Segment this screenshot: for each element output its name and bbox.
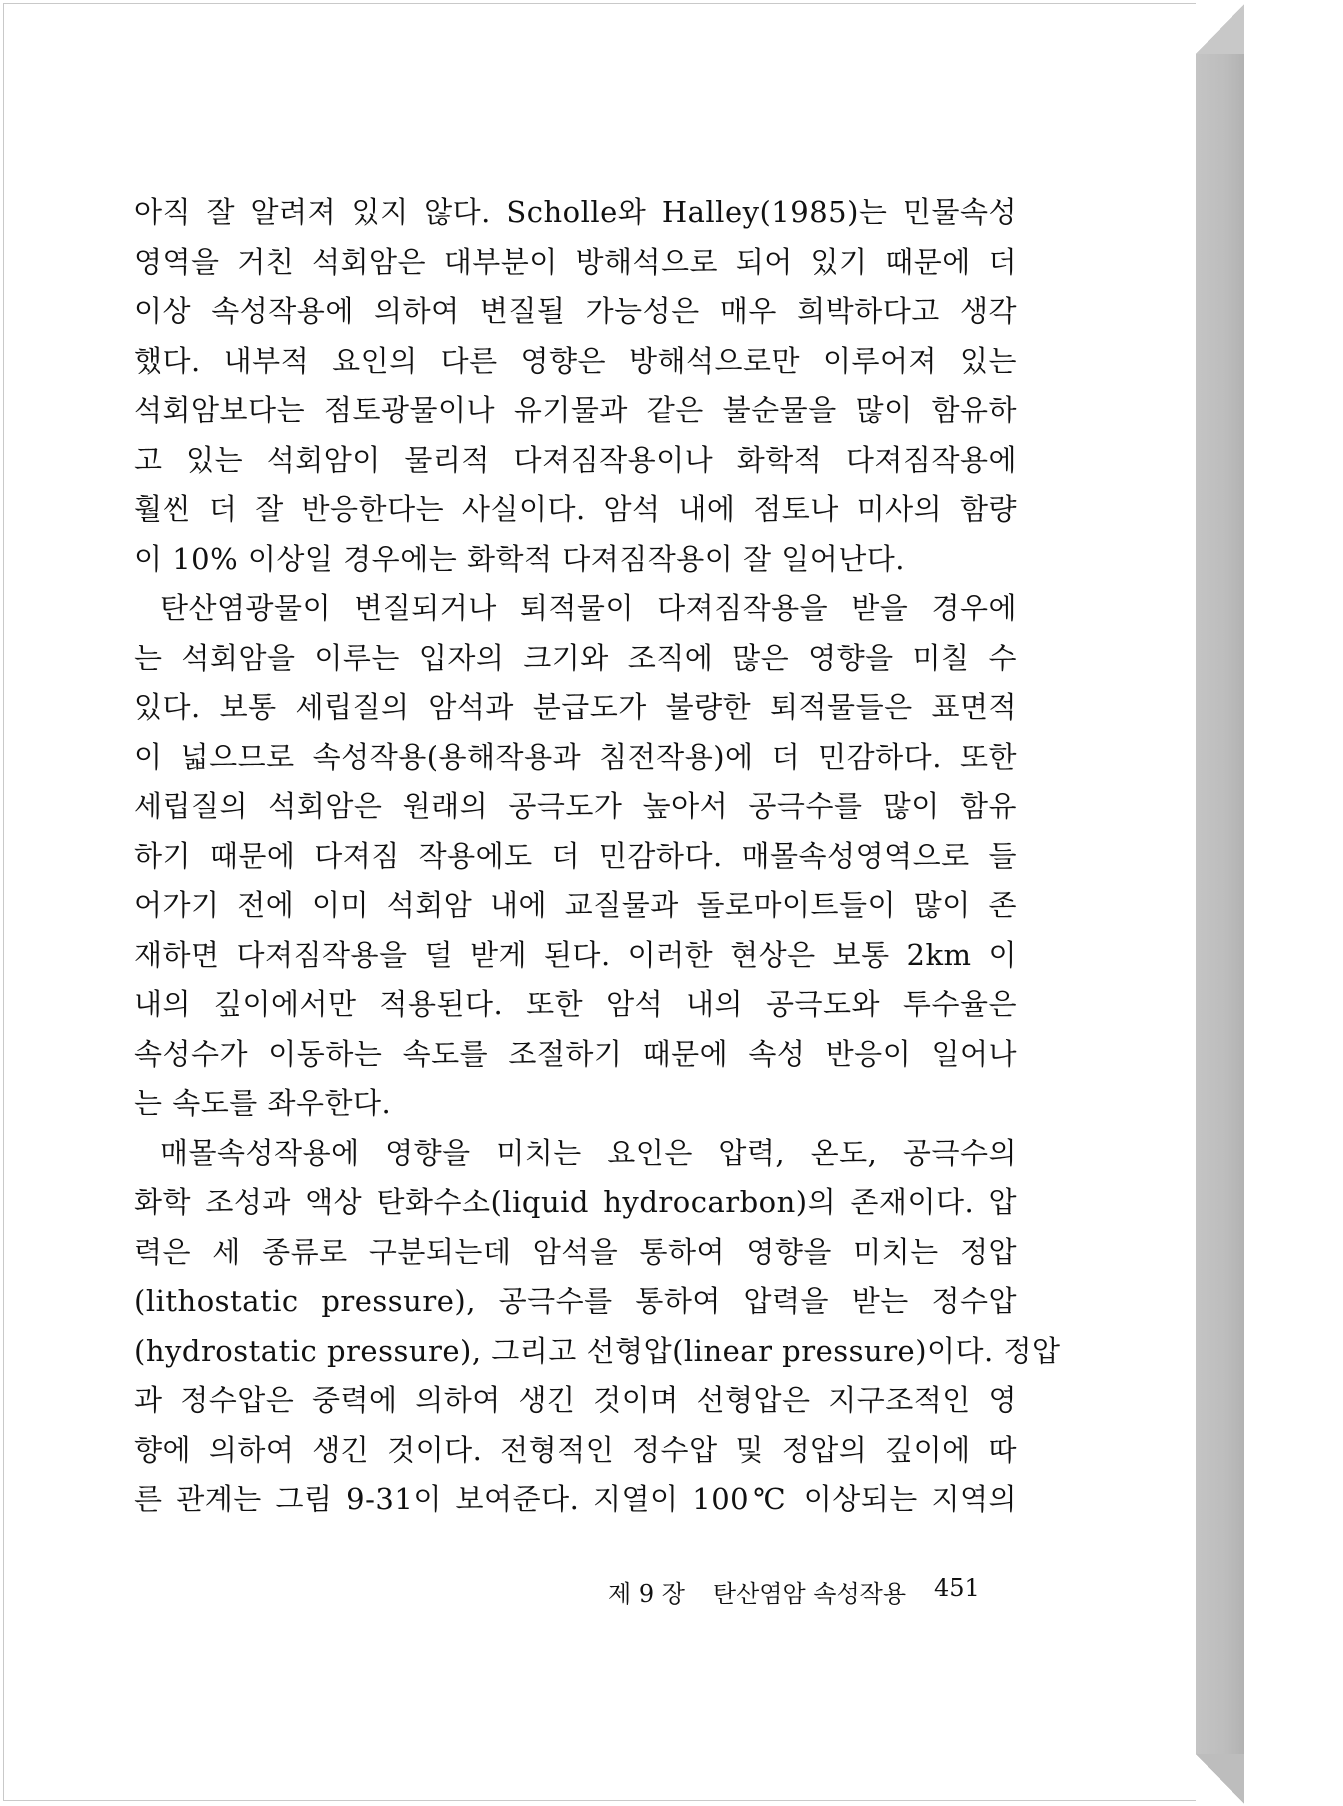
text-line: 어가기 전에 이미 석회암 내에 교질물과 돌로마이트들이 많이 존 [134, 888, 1017, 922]
text-line: 훨씬 더 잘 반응한다는 사실이다. 암석 내에 점토나 미사의 함량 [134, 492, 1017, 526]
text-line: 했다. 내부적 요인의 다른 영향은 방해석으로만 이루어져 있는 [134, 343, 1017, 378]
book-edge-bottom-corner [1196, 1754, 1244, 1804]
page-number: 451 [934, 1574, 980, 1602]
text-line: 는 속도를 좌우한다. [134, 1086, 392, 1120]
text-line: (hydrostatic pressure), 그리고 선형압(linear pressure)이다. 정압 [134, 1333, 1061, 1368]
text-line: 탄산염광물이 변질되거나 퇴적물이 다져짐작용을 받을 경우에 [160, 591, 1017, 625]
text-line: 고 있는 석회암이 물리적 다져짐작용이나 화학적 다져짐작용에 [134, 442, 1017, 477]
chapter-title: 탄산염암 속성작용 [712, 1580, 907, 1608]
text-line: 매몰속성작용에 영향을 미치는 요인은 압력, 온도, 공극수의 [160, 1135, 1017, 1170]
book-page [3, 3, 1196, 1801]
text-line: 향에 의하여 생긴 것이다. 전형적인 정수압 및 정압의 깊이에 따 [134, 1432, 1017, 1467]
text-line: 하기 때문에 다져짐 작용에도 더 민감하다. 매몰속성영역으로 들 [134, 838, 1017, 873]
chapter-label: 제 9 장 [608, 1580, 685, 1608]
text-line: 세립질의 석회암은 원래의 공극도가 높아서 공극수를 많이 함유 [134, 789, 1017, 823]
text-line: 영역을 거친 석회암은 대부분이 방해석으로 되어 있기 때문에 더 [134, 244, 1017, 279]
text-line: 이상 속성작용에 의하여 변질될 가능성은 매우 희박하다고 생각 [134, 294, 1017, 328]
text-line: 내의 깊이에서만 적용된다. 또한 암석 내의 공극도와 투수율은 [134, 987, 1017, 1021]
text-line: (lithostatic pressure), 공극수를 통하여 압력을 받는 정수압 [134, 1284, 1017, 1318]
body-text [134, 188, 1061, 1525]
text-line: 과 정수압은 중력에 의하여 생긴 것이며 선형압은 지구조적인 영 [134, 1383, 1017, 1417]
text-line: 화학 조성과 액상 탄화수소(liquid hydrocarbon)의 존재이다. 압 [134, 1185, 1017, 1219]
text-line: 있다. 보통 세립질의 암석과 분급도가 불량한 퇴적물들은 표면적 [134, 690, 1017, 724]
text-line: 속성수가 이동하는 속도를 조절하기 때문에 속성 반응이 일어나 [134, 1036, 1017, 1071]
text-line: 이 10% 이상일 경우에는 화학적 다져짐작용이 잘 일어난다. [134, 541, 906, 576]
text-line: 아직 잘 알려져 있지 않다. Scholle와 Halley(1985)는 민물속성 [134, 195, 1017, 229]
page-footer [608, 1574, 998, 1609]
book-edge-top-corner [1196, 4, 1244, 54]
text-line: 석회암보다는 점토광물이나 유기물과 같은 불순물을 많이 함유하 [134, 393, 1017, 427]
text-line: 이 넓으므로 속성작용(용해작용과 침전작용)에 더 민감하다. 또한 [134, 739, 1017, 774]
text-line: 력은 세 종류로 구분되는데 암석을 통하여 영향을 미치는 정압 [134, 1234, 1017, 1269]
text-line: 는 석회암을 이루는 입자의 크기와 조직에 많은 영향을 미칠 수 [134, 640, 1017, 675]
text-line: 른 관계는 그림 9-31이 보여준다. 지열이 100℃ 이상되는 지역의 [134, 1482, 1017, 1516]
book-page-edge [1196, 4, 1244, 1804]
text-line: 재하면 다져짐작용을 덜 받게 된다. 이러한 현상은 보통 2km 이 [134, 937, 1017, 972]
